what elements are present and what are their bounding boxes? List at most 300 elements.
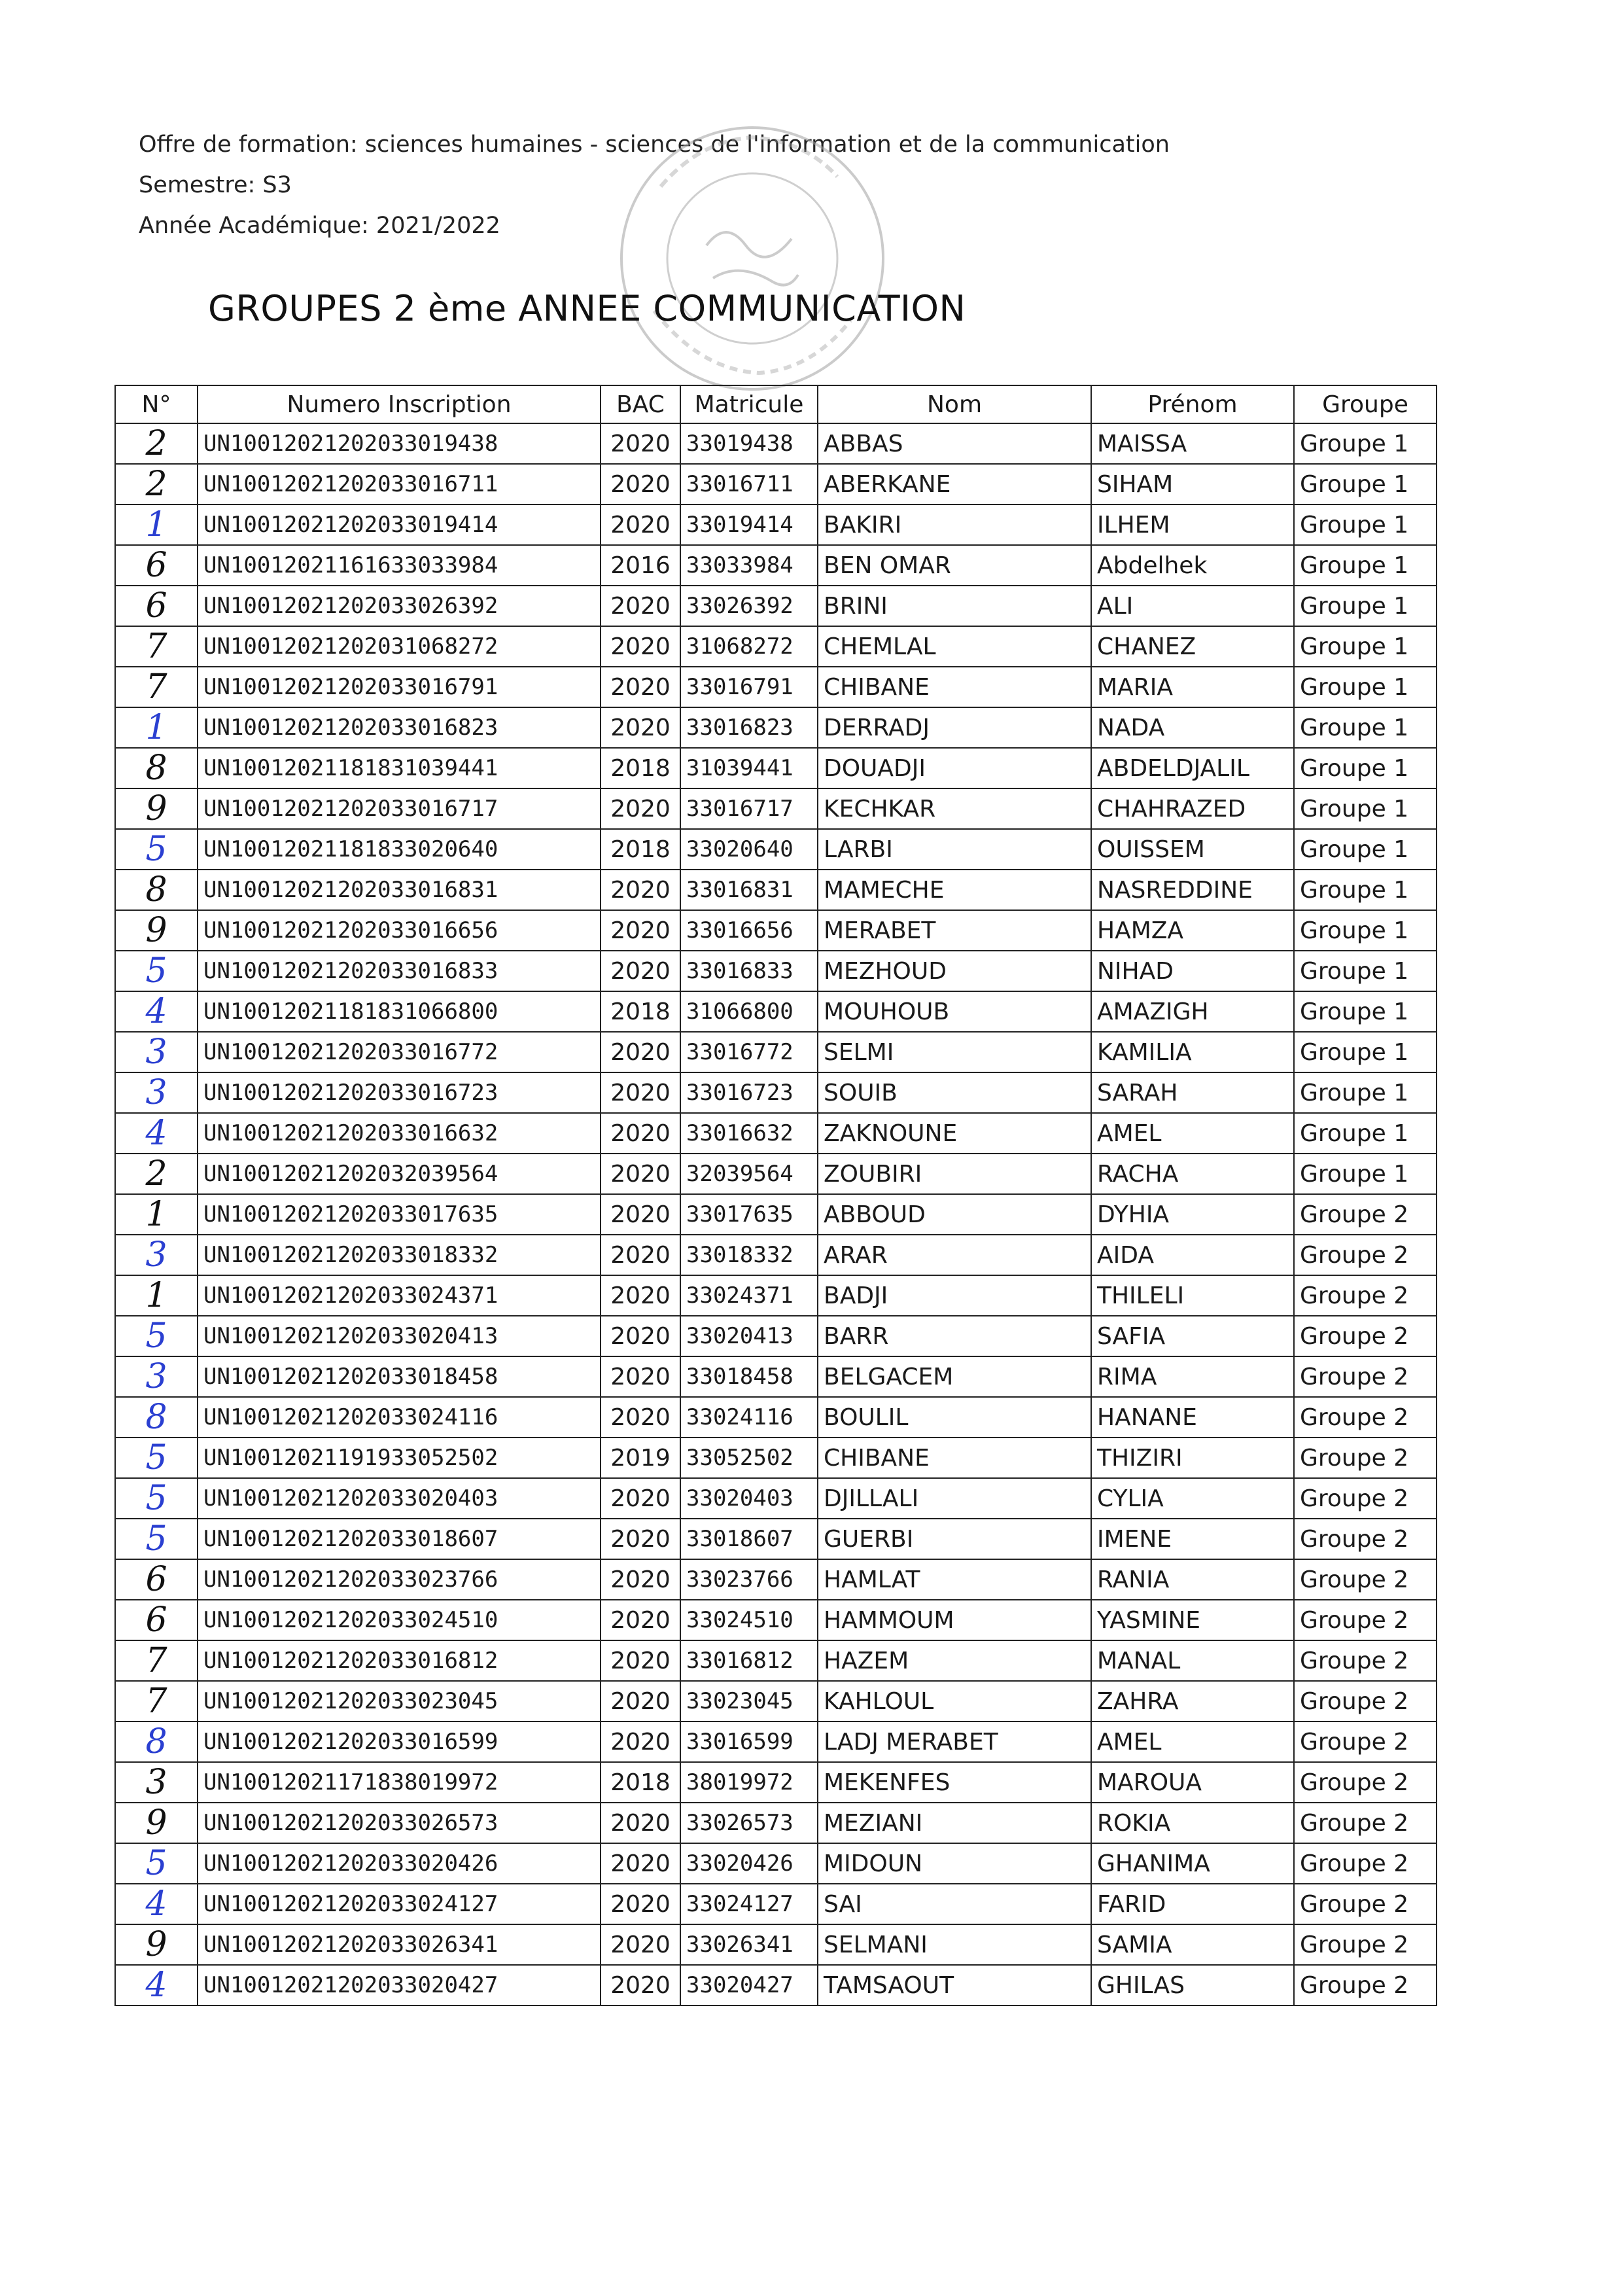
cell-inscription: UN10012021202033018458 bbox=[198, 1356, 601, 1397]
cell-prenom: NIHAD bbox=[1091, 951, 1294, 991]
cell-inscription: UN10012021171838019972 bbox=[198, 1762, 601, 1803]
cell-matricule: 33020403 bbox=[680, 1478, 818, 1519]
cell-bac: 2020 bbox=[601, 951, 680, 991]
cell-bac: 2020 bbox=[601, 1519, 680, 1559]
table-row bbox=[115, 1519, 1437, 1559]
cell-prenom: SARAH bbox=[1091, 1072, 1294, 1113]
cell-groupe: Groupe 2 bbox=[1294, 1438, 1437, 1478]
cell-matricule: 38019972 bbox=[680, 1762, 818, 1803]
row-number-handwritten: 8 bbox=[115, 870, 198, 910]
cell-prenom: RACHA bbox=[1091, 1154, 1294, 1194]
cell-inscription: UN10012021202032039564 bbox=[198, 1154, 601, 1194]
cell-inscription: UN10012021202033018332 bbox=[198, 1235, 601, 1275]
official-stamp bbox=[608, 115, 896, 402]
cell-inscription: UN10012021202033023766 bbox=[198, 1559, 601, 1600]
row-number-handwritten: 5 bbox=[115, 1519, 198, 1559]
cell-bac: 2020 bbox=[601, 667, 680, 707]
cell-bac: 2020 bbox=[601, 1356, 680, 1397]
cell-inscription: UN10012021202033019414 bbox=[198, 504, 601, 545]
cell-bac: 2020 bbox=[601, 1884, 680, 1924]
row-number-handwritten: 5 bbox=[115, 1438, 198, 1478]
cell-matricule: 33026392 bbox=[680, 586, 818, 626]
cell-nom: BADJI bbox=[818, 1275, 1091, 1316]
cell-groupe: Groupe 1 bbox=[1294, 870, 1437, 910]
cell-matricule: 33016823 bbox=[680, 707, 818, 748]
cell-bac: 2020 bbox=[601, 1194, 680, 1235]
cell-matricule: 33016717 bbox=[680, 788, 818, 829]
cell-matricule: 33018458 bbox=[680, 1356, 818, 1397]
table-row bbox=[115, 423, 1437, 464]
table-row bbox=[115, 504, 1437, 545]
cell-bac: 2020 bbox=[601, 910, 680, 951]
cell-inscription: UN10012021202033024116 bbox=[198, 1397, 601, 1438]
cell-bac: 2020 bbox=[601, 1275, 680, 1316]
table-row bbox=[115, 545, 1437, 586]
cell-groupe: Groupe 1 bbox=[1294, 626, 1437, 667]
cell-prenom: MANAL bbox=[1091, 1640, 1294, 1681]
cell-inscription: UN10012021202033020403 bbox=[198, 1478, 601, 1519]
row-number-handwritten: 6 bbox=[115, 545, 198, 586]
cell-groupe: Groupe 2 bbox=[1294, 1194, 1437, 1235]
cell-nom: KECHKAR bbox=[818, 788, 1091, 829]
cell-inscription: UN10012021202033024510 bbox=[198, 1600, 601, 1640]
cell-matricule: 33024116 bbox=[680, 1397, 818, 1438]
cell-bac: 2020 bbox=[601, 1113, 680, 1154]
cell-inscription: UN10012021202033017635 bbox=[198, 1194, 601, 1235]
cell-matricule: 33016632 bbox=[680, 1113, 818, 1154]
row-number-handwritten: 4 bbox=[115, 1113, 198, 1154]
cell-matricule: 33016723 bbox=[680, 1072, 818, 1113]
table-row bbox=[115, 1762, 1437, 1803]
cell-matricule: 33016711 bbox=[680, 464, 818, 504]
cell-inscription: UN10012021202033016772 bbox=[198, 1032, 601, 1072]
table-body bbox=[115, 423, 1437, 2005]
cell-bac: 2020 bbox=[601, 1032, 680, 1072]
cell-prenom: ILHEM bbox=[1091, 504, 1294, 545]
table-row bbox=[115, 1803, 1437, 1843]
cell-prenom: HANANE bbox=[1091, 1397, 1294, 1438]
cell-nom: DOUADJI bbox=[818, 748, 1091, 788]
cell-groupe: Groupe 1 bbox=[1294, 748, 1437, 788]
cell-inscription: UN10012021202031068272 bbox=[198, 626, 601, 667]
cell-nom: SELMANI bbox=[818, 1924, 1091, 1965]
cell-matricule: 33024371 bbox=[680, 1275, 818, 1316]
row-number-handwritten: 6 bbox=[115, 586, 198, 626]
cell-nom: HAMMOUM bbox=[818, 1600, 1091, 1640]
table-row bbox=[115, 1965, 1437, 2005]
page-title: GROUPES 2 ème ANNEE COMMUNICATION bbox=[208, 288, 966, 329]
cell-nom: MEZIANI bbox=[818, 1803, 1091, 1843]
cell-prenom: AIDA bbox=[1091, 1235, 1294, 1275]
cell-matricule: 33023045 bbox=[680, 1681, 818, 1722]
cell-nom: GUERBI bbox=[818, 1519, 1091, 1559]
col-header-matricule: Matricule bbox=[680, 385, 818, 423]
cell-nom: LARBI bbox=[818, 829, 1091, 870]
cell-bac: 2020 bbox=[601, 1722, 680, 1762]
row-number-handwritten: 3 bbox=[115, 1235, 198, 1275]
row-number-handwritten: 3 bbox=[115, 1762, 198, 1803]
row-number-handwritten: 4 bbox=[115, 1884, 198, 1924]
cell-nom: DJILLALI bbox=[818, 1478, 1091, 1519]
cell-matricule: 33020426 bbox=[680, 1843, 818, 1884]
cell-groupe: Groupe 2 bbox=[1294, 1640, 1437, 1681]
cell-inscription: UN10012021202033026392 bbox=[198, 586, 601, 626]
cell-matricule: 31066800 bbox=[680, 991, 818, 1032]
cell-bac: 2020 bbox=[601, 1072, 680, 1113]
row-number-handwritten: 2 bbox=[115, 423, 198, 464]
cell-inscription: UN10012021202033016656 bbox=[198, 910, 601, 951]
cell-inscription: UN10012021202033016833 bbox=[198, 951, 601, 991]
cell-prenom: ABDELDJALIL bbox=[1091, 748, 1294, 788]
cell-prenom: HAMZA bbox=[1091, 910, 1294, 951]
cell-nom: MERABET bbox=[818, 910, 1091, 951]
cell-inscription: UN10012021202033019438 bbox=[198, 423, 601, 464]
cell-nom: BARR bbox=[818, 1316, 1091, 1356]
table-row bbox=[115, 1924, 1437, 1965]
cell-inscription: UN10012021181833020640 bbox=[198, 829, 601, 870]
cell-groupe: Groupe 2 bbox=[1294, 1478, 1437, 1519]
cell-bac: 2020 bbox=[601, 464, 680, 504]
cell-inscription: UN10012021202033016632 bbox=[198, 1113, 601, 1154]
cell-matricule: 33016812 bbox=[680, 1640, 818, 1681]
cell-prenom: AMEL bbox=[1091, 1722, 1294, 1762]
cell-groupe: Groupe 1 bbox=[1294, 504, 1437, 545]
cell-prenom: MARIA bbox=[1091, 667, 1294, 707]
table-row bbox=[115, 788, 1437, 829]
cell-bac: 2020 bbox=[601, 788, 680, 829]
cell-matricule: 33024127 bbox=[680, 1884, 818, 1924]
cell-matricule: 31039441 bbox=[680, 748, 818, 788]
cell-groupe: Groupe 2 bbox=[1294, 1519, 1437, 1559]
cell-prenom: GHANIMA bbox=[1091, 1843, 1294, 1884]
cell-prenom: ROKIA bbox=[1091, 1803, 1294, 1843]
cell-groupe: Groupe 1 bbox=[1294, 991, 1437, 1032]
row-number-handwritten: 5 bbox=[115, 1843, 198, 1884]
cell-matricule: 33016599 bbox=[680, 1722, 818, 1762]
cell-prenom: Abdelhek bbox=[1091, 545, 1294, 586]
row-number-handwritten: 8 bbox=[115, 1397, 198, 1438]
cell-prenom: THIZIRI bbox=[1091, 1438, 1294, 1478]
table-row bbox=[115, 1194, 1437, 1235]
cell-prenom: ZAHRA bbox=[1091, 1681, 1294, 1722]
cell-groupe: Groupe 1 bbox=[1294, 1113, 1437, 1154]
table-row bbox=[115, 1559, 1437, 1600]
table-row bbox=[115, 586, 1437, 626]
row-number-handwritten: 8 bbox=[115, 748, 198, 788]
cell-prenom: MAROUA bbox=[1091, 1762, 1294, 1803]
cell-bac: 2020 bbox=[601, 1640, 680, 1681]
cell-inscription: UN10012021202033020413 bbox=[198, 1316, 601, 1356]
cell-prenom: ALI bbox=[1091, 586, 1294, 626]
table-row bbox=[115, 1478, 1437, 1519]
table-row bbox=[115, 1032, 1437, 1072]
cell-inscription: UN10012021202033016812 bbox=[198, 1640, 601, 1681]
cell-bac: 2016 bbox=[601, 545, 680, 586]
cell-matricule: 33019414 bbox=[680, 504, 818, 545]
table-row bbox=[115, 748, 1437, 788]
cell-prenom: SIHAM bbox=[1091, 464, 1294, 504]
cell-prenom: DYHIA bbox=[1091, 1194, 1294, 1235]
cell-prenom: YASMINE bbox=[1091, 1600, 1294, 1640]
cell-nom: MEKENFES bbox=[818, 1762, 1091, 1803]
cell-inscription: UN10012021181831039441 bbox=[198, 748, 601, 788]
annee-line: Année Académique: 2021/2022 bbox=[139, 213, 500, 239]
row-number-handwritten: 3 bbox=[115, 1032, 198, 1072]
cell-groupe: Groupe 1 bbox=[1294, 951, 1437, 991]
cell-matricule: 31068272 bbox=[680, 626, 818, 667]
cell-groupe: Groupe 1 bbox=[1294, 707, 1437, 748]
cell-matricule: 33018607 bbox=[680, 1519, 818, 1559]
cell-groupe: Groupe 2 bbox=[1294, 1924, 1437, 1965]
table-row bbox=[115, 1235, 1437, 1275]
cell-nom: HAZEM bbox=[818, 1640, 1091, 1681]
cell-groupe: Groupe 2 bbox=[1294, 1316, 1437, 1356]
table-row bbox=[115, 1072, 1437, 1113]
table-row bbox=[115, 1722, 1437, 1762]
row-number-handwritten: 5 bbox=[115, 1316, 198, 1356]
cell-groupe: Groupe 1 bbox=[1294, 788, 1437, 829]
cell-inscription: UN10012021202033016791 bbox=[198, 667, 601, 707]
cell-nom: BAKIRI bbox=[818, 504, 1091, 545]
table-row bbox=[115, 1316, 1437, 1356]
cell-matricule: 33016833 bbox=[680, 951, 818, 991]
row-number-handwritten: 6 bbox=[115, 1600, 198, 1640]
col-header-bac: BAC bbox=[601, 385, 680, 423]
cell-prenom: GHILAS bbox=[1091, 1965, 1294, 2005]
row-number-handwritten: 4 bbox=[115, 991, 198, 1032]
cell-matricule: 33020413 bbox=[680, 1316, 818, 1356]
cell-inscription: UN10012021202033020426 bbox=[198, 1843, 601, 1884]
semestre-line: Semestre: S3 bbox=[139, 172, 292, 198]
table-row bbox=[115, 1356, 1437, 1397]
cell-matricule: 33020427 bbox=[680, 1965, 818, 2005]
cell-bac: 2020 bbox=[601, 586, 680, 626]
cell-prenom: KAMILIA bbox=[1091, 1032, 1294, 1072]
cell-matricule: 33019438 bbox=[680, 423, 818, 464]
cell-bac: 2020 bbox=[601, 626, 680, 667]
cell-prenom: SAFIA bbox=[1091, 1316, 1294, 1356]
offre-line: Offre de formation: sciences humaines - sciences de l'information et de la communication bbox=[139, 132, 1170, 158]
cell-nom: LADJ MERABET bbox=[818, 1722, 1091, 1762]
cell-prenom: CHAHRAZED bbox=[1091, 788, 1294, 829]
row-number-handwritten: 5 bbox=[115, 829, 198, 870]
cell-groupe: Groupe 2 bbox=[1294, 1235, 1437, 1275]
cell-nom: ABBOUD bbox=[818, 1194, 1091, 1235]
col-header-prenom: Prénom bbox=[1091, 385, 1294, 423]
cell-nom: ABERKANE bbox=[818, 464, 1091, 504]
cell-bac: 2018 bbox=[601, 1762, 680, 1803]
cell-matricule: 33016772 bbox=[680, 1032, 818, 1072]
cell-nom: MIDOUN bbox=[818, 1843, 1091, 1884]
cell-bac: 2020 bbox=[601, 1397, 680, 1438]
cell-groupe: Groupe 2 bbox=[1294, 1559, 1437, 1600]
cell-prenom: SAMIA bbox=[1091, 1924, 1294, 1965]
row-number-handwritten: 1 bbox=[115, 504, 198, 545]
table-row bbox=[115, 1438, 1437, 1478]
cell-groupe: Groupe 1 bbox=[1294, 423, 1437, 464]
cell-nom: DERRADJ bbox=[818, 707, 1091, 748]
cell-groupe: Groupe 1 bbox=[1294, 586, 1437, 626]
row-number-handwritten: 7 bbox=[115, 626, 198, 667]
cell-bac: 2020 bbox=[601, 870, 680, 910]
cell-inscription: UN10012021202033016711 bbox=[198, 464, 601, 504]
cell-nom: CHEMLAL bbox=[818, 626, 1091, 667]
cell-inscription: UN10012021202033020427 bbox=[198, 1965, 601, 2005]
cell-groupe: Groupe 2 bbox=[1294, 1884, 1437, 1924]
cell-prenom: FARID bbox=[1091, 1884, 1294, 1924]
cell-nom: TAMSAOUT bbox=[818, 1965, 1091, 2005]
row-number-handwritten: 7 bbox=[115, 1640, 198, 1681]
row-number-handwritten: 9 bbox=[115, 910, 198, 951]
cell-inscription: UN10012021202033018607 bbox=[198, 1519, 601, 1559]
cell-bac: 2020 bbox=[601, 707, 680, 748]
cell-nom: KAHLOUL bbox=[818, 1681, 1091, 1722]
cell-bac: 2020 bbox=[601, 1154, 680, 1194]
row-number-handwritten: 1 bbox=[115, 1275, 198, 1316]
table-row bbox=[115, 991, 1437, 1032]
cell-nom: HAMLAT bbox=[818, 1559, 1091, 1600]
cell-nom: BEN OMAR bbox=[818, 545, 1091, 586]
groups-table-wrapper bbox=[114, 385, 1436, 2006]
cell-nom: SELMI bbox=[818, 1032, 1091, 1072]
cell-nom: MAMECHE bbox=[818, 870, 1091, 910]
cell-matricule: 33016831 bbox=[680, 870, 818, 910]
cell-bac: 2020 bbox=[601, 1235, 680, 1275]
table-row bbox=[115, 910, 1437, 951]
cell-prenom: AMEL bbox=[1091, 1113, 1294, 1154]
cell-inscription: UN10012021202033016717 bbox=[198, 788, 601, 829]
cell-bac: 2020 bbox=[601, 1316, 680, 1356]
cell-bac: 2018 bbox=[601, 829, 680, 870]
cell-groupe: Groupe 1 bbox=[1294, 1072, 1437, 1113]
table-row bbox=[115, 1397, 1437, 1438]
cell-inscription: UN10012021202033016599 bbox=[198, 1722, 601, 1762]
cell-bac: 2018 bbox=[601, 991, 680, 1032]
table-header-row bbox=[115, 385, 1437, 423]
cell-prenom: NADA bbox=[1091, 707, 1294, 748]
table-row bbox=[115, 1113, 1437, 1154]
table-row bbox=[115, 1600, 1437, 1640]
cell-matricule: 33018332 bbox=[680, 1235, 818, 1275]
table-row bbox=[115, 870, 1437, 910]
cell-matricule: 33026341 bbox=[680, 1924, 818, 1965]
row-number-handwritten: 9 bbox=[115, 1924, 198, 1965]
row-number-handwritten: 7 bbox=[115, 1681, 198, 1722]
row-number-handwritten: 9 bbox=[115, 1803, 198, 1843]
groups-table bbox=[114, 385, 1437, 2006]
cell-nom: MEZHOUD bbox=[818, 951, 1091, 991]
row-number-handwritten: 2 bbox=[115, 1154, 198, 1194]
cell-inscription: UN10012021202033023045 bbox=[198, 1681, 601, 1722]
cell-groupe: Groupe 1 bbox=[1294, 910, 1437, 951]
cell-inscription: UN10012021202033016831 bbox=[198, 870, 601, 910]
cell-bac: 2018 bbox=[601, 748, 680, 788]
row-number-handwritten: 4 bbox=[115, 1965, 198, 2005]
table-row bbox=[115, 707, 1437, 748]
cell-groupe: Groupe 2 bbox=[1294, 1722, 1437, 1762]
row-number-handwritten: 5 bbox=[115, 951, 198, 991]
row-number-handwritten: 9 bbox=[115, 788, 198, 829]
row-number-handwritten: 8 bbox=[115, 1722, 198, 1762]
cell-nom: ABBAS bbox=[818, 423, 1091, 464]
cell-nom: BRINI bbox=[818, 586, 1091, 626]
cell-matricule: 33026573 bbox=[680, 1803, 818, 1843]
cell-prenom: THILELI bbox=[1091, 1275, 1294, 1316]
cell-nom: CHIBANE bbox=[818, 667, 1091, 707]
cell-bac: 2020 bbox=[601, 1965, 680, 2005]
cell-bac: 2020 bbox=[601, 1681, 680, 1722]
table-row bbox=[115, 1640, 1437, 1681]
cell-prenom: CYLIA bbox=[1091, 1478, 1294, 1519]
cell-nom: BOULIL bbox=[818, 1397, 1091, 1438]
cell-inscription: UN10012021202033024127 bbox=[198, 1884, 601, 1924]
cell-bac: 2020 bbox=[601, 1478, 680, 1519]
table-row bbox=[115, 1843, 1437, 1884]
cell-inscription: UN10012021202033026341 bbox=[198, 1924, 601, 1965]
cell-bac: 2020 bbox=[601, 1600, 680, 1640]
cell-groupe: Groupe 2 bbox=[1294, 1681, 1437, 1722]
cell-nom: SOUIB bbox=[818, 1072, 1091, 1113]
table-row bbox=[115, 1884, 1437, 1924]
cell-prenom: OUISSEM bbox=[1091, 829, 1294, 870]
cell-groupe: Groupe 1 bbox=[1294, 667, 1437, 707]
cell-inscription: UN10012021191933052502 bbox=[198, 1438, 601, 1478]
row-number-handwritten: 7 bbox=[115, 667, 198, 707]
cell-groupe: Groupe 1 bbox=[1294, 464, 1437, 504]
cell-prenom: NASREDDINE bbox=[1091, 870, 1294, 910]
cell-nom: ARAR bbox=[818, 1235, 1091, 1275]
cell-inscription: UN10012021161633033984 bbox=[198, 545, 601, 586]
table-row bbox=[115, 1275, 1437, 1316]
cell-groupe: Groupe 1 bbox=[1294, 829, 1437, 870]
cell-bac: 2020 bbox=[601, 1559, 680, 1600]
cell-bac: 2020 bbox=[601, 1924, 680, 1965]
cell-bac: 2019 bbox=[601, 1438, 680, 1478]
cell-matricule: 33024510 bbox=[680, 1600, 818, 1640]
cell-matricule: 33020640 bbox=[680, 829, 818, 870]
cell-matricule: 33016656 bbox=[680, 910, 818, 951]
table-row bbox=[115, 667, 1437, 707]
cell-matricule: 33052502 bbox=[680, 1438, 818, 1478]
table-row bbox=[115, 626, 1437, 667]
cell-groupe: Groupe 1 bbox=[1294, 1032, 1437, 1072]
table-row bbox=[115, 1154, 1437, 1194]
col-header-num: N° bbox=[115, 385, 198, 423]
cell-nom: ZOUBIRI bbox=[818, 1154, 1091, 1194]
cell-bac: 2020 bbox=[601, 1843, 680, 1884]
row-number-handwritten: 6 bbox=[115, 1559, 198, 1600]
cell-matricule: 33017635 bbox=[680, 1194, 818, 1235]
cell-nom: SAI bbox=[818, 1884, 1091, 1924]
cell-groupe: Groupe 2 bbox=[1294, 1803, 1437, 1843]
cell-groupe: Groupe 1 bbox=[1294, 1154, 1437, 1194]
cell-nom: BELGACEM bbox=[818, 1356, 1091, 1397]
cell-nom: MOUHOUB bbox=[818, 991, 1091, 1032]
cell-groupe: Groupe 2 bbox=[1294, 1965, 1437, 2005]
cell-inscription: UN10012021181831066800 bbox=[198, 991, 601, 1032]
row-number-handwritten: 3 bbox=[115, 1072, 198, 1113]
cell-groupe: Groupe 2 bbox=[1294, 1275, 1437, 1316]
row-number-handwritten: 5 bbox=[115, 1478, 198, 1519]
cell-inscription: UN10012021202033024371 bbox=[198, 1275, 601, 1316]
cell-groupe: Groupe 2 bbox=[1294, 1843, 1437, 1884]
cell-matricule: 33016791 bbox=[680, 667, 818, 707]
cell-inscription: UN10012021202033016823 bbox=[198, 707, 601, 748]
cell-prenom: RANIA bbox=[1091, 1559, 1294, 1600]
table-row bbox=[115, 951, 1437, 991]
col-header-inscription: Numero Inscription bbox=[198, 385, 601, 423]
row-number-handwritten: 1 bbox=[115, 707, 198, 748]
